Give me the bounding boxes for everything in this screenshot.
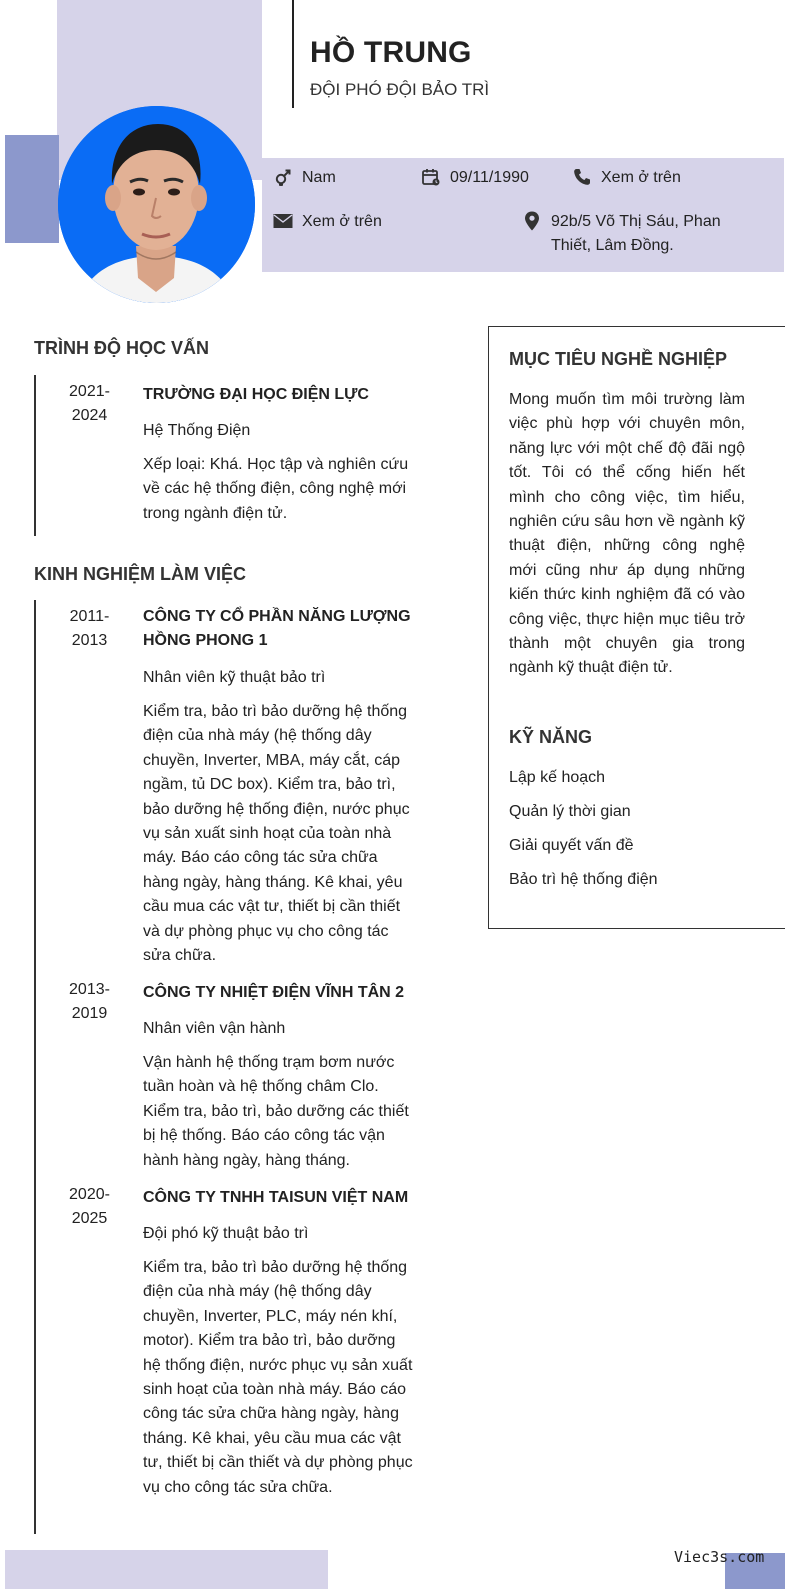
year-end: 2025 (71, 1210, 108, 1227)
experience-year (36, 1183, 143, 1231)
contact-email (272, 210, 382, 234)
year-start: 2021- (69, 383, 110, 400)
contact-phone (571, 166, 681, 190)
year-end: 2013 (71, 632, 108, 649)
contact-birthdate-value: 09/11/1990 (450, 169, 529, 186)
year-start: 2020- (69, 1186, 110, 1203)
decorative-block-left (5, 135, 59, 243)
skill-item: Bảo trì hệ thống điện (509, 871, 658, 888)
experience-description: Kiểm tra, bảo trì bảo dưỡng hệ thống điện của nhà máy (hệ thống dây chuyền, Inverter, PLC, máy nén khí, motor). Kiểm tra bảo trì, bảo dưỡng hệ thống điện, nước phục vụ sản xuất sinh hoạt của toàn nhà máy. Báo cáo công tác sửa chữa hàng ngày, hàng tháng. Kê khai, yêu cầu mua các vật tư, thiết bị cần thiết và dự phòng phục vụ cho công tác sửa chữa. (143, 1259, 413, 1496)
contact-info-panel (262, 158, 784, 272)
watermark: Viec3s.com (674, 1548, 765, 1566)
contact-address-value (551, 210, 721, 258)
education-timeline (34, 375, 409, 536)
experience-section-title: KINH NGHIỆM LÀM VIỆC (34, 564, 247, 584)
candidate-position: ĐỘI PHÓ ĐỘI BẢO TRÌ (310, 80, 490, 99)
objective-text: Mong muốn tìm môi trường làm việc phù hợp với chuyên môn, năng lực với một chế độ đãi ngộ tốt. Tôi có thể cống hiến hết mình cho công việc, tìm hiểu, nghiên cứu sâu hơn về ngành kỹ thuật điện, những công nghệ mới cũng như áp dụng những kiến thức kinh nghiệm đã có vào công việc, thực hiện mục tiêu trở thành một chuyên gia trong ngành kỹ thuật điện tử. (509, 391, 745, 677)
name-block (292, 0, 489, 108)
decorative-block-bottom (5, 1550, 328, 1589)
education-section-title: TRÌNH ĐỘ HỌC VẤN (34, 338, 209, 358)
skill-item: Giải quyết vấn đề (509, 837, 634, 854)
year-end: 2024 (71, 407, 108, 424)
experience-role: Nhân viên vận hành (143, 1020, 286, 1037)
location-pin-icon (521, 210, 543, 232)
experience-role: Nhân viên kỹ thuật bảo trì (143, 669, 326, 686)
experience-description: Vận hành hệ thống trạm bơm nước tuần hoàn và hệ thống châm Clo. Kiểm tra, bảo trì, bảo dưỡng các thiết bị hệ thống. Báo cáo công tác vận hành hàng ngày, hàng tháng. (143, 1054, 409, 1169)
education-year (36, 380, 143, 428)
portrait-illustration (58, 106, 255, 303)
address-line-1: 92b/5 Võ Thị Sáu, Phan (551, 213, 721, 230)
objective-title: MỤC TIÊU NGHỀ NGHIỆP (509, 349, 728, 369)
experience-year (36, 605, 143, 653)
experience-company: CÔNG TY CỔ PHẦN NĂNG LƯỢNG HỒNG PHONG 1 (143, 608, 411, 649)
address-line-2: Thiết, Lâm Đồng. (551, 237, 674, 254)
contact-gender-value: Nam (302, 169, 336, 186)
year-start: 2013- (69, 981, 110, 998)
contact-phone-value: Xem ở trên (601, 169, 681, 186)
education-school: TRƯỜNG ĐẠI HỌC ĐIỆN LỰC (143, 386, 369, 403)
calendar-icon (420, 166, 442, 188)
contact-address (521, 210, 721, 258)
skill-item: Lập kế hoạch (509, 769, 606, 786)
skill-item: Quản lý thời gian (509, 803, 631, 820)
candidate-name: HỒ TRUNG (310, 36, 472, 69)
experience-year (36, 978, 143, 1026)
contact-birthdate (420, 166, 529, 190)
education-description: Xếp loại: Khá. Học tập và nghiên cứu về các hệ thống điện, công nghệ mới trong ngành điện tử. (143, 456, 409, 522)
phone-icon (571, 166, 593, 188)
contact-gender (272, 166, 336, 190)
gender-icon (272, 166, 294, 188)
experience-company: CÔNG TY NHIỆT ĐIỆN VĨNH TÂN 2 (143, 984, 405, 1001)
experience-role: Đội phó kỹ thuật bảo trì (143, 1225, 309, 1242)
objective-skills-panel (488, 326, 785, 929)
profile-photo (58, 106, 255, 303)
experience-company: CÔNG TY TNHH TAISUN VIỆT NAM (143, 1189, 409, 1206)
year-start: 2011- (69, 608, 110, 625)
experience-description: Kiểm tra, bảo trì bảo dưỡng hệ thống điện của nhà máy (hệ thống dây chuyền, Inverter, MBA, máy cắt, cáp ngầm, tủ DC box). Kiểm tra, bảo trì, bảo dưỡng hệ thống điện, nước phục vụ sản xuất sinh hoạt của toàn nhà máy. Báo cáo công tác sửa chữa hàng ngày, hàng tháng. Kê khai, yêu cầu mua các vật tư, thiết bị cần thiết và dự phòng phục vụ cho công tác sửa chữa. (143, 703, 410, 965)
year-end: 2019 (71, 1005, 108, 1022)
envelope-icon (272, 210, 294, 232)
education-major: Hệ Thống Điện (143, 422, 251, 439)
contact-email-value: Xem ở trên (302, 213, 382, 230)
experience-timeline (34, 600, 413, 1534)
skills-title: KỸ NĂNG (509, 727, 593, 747)
